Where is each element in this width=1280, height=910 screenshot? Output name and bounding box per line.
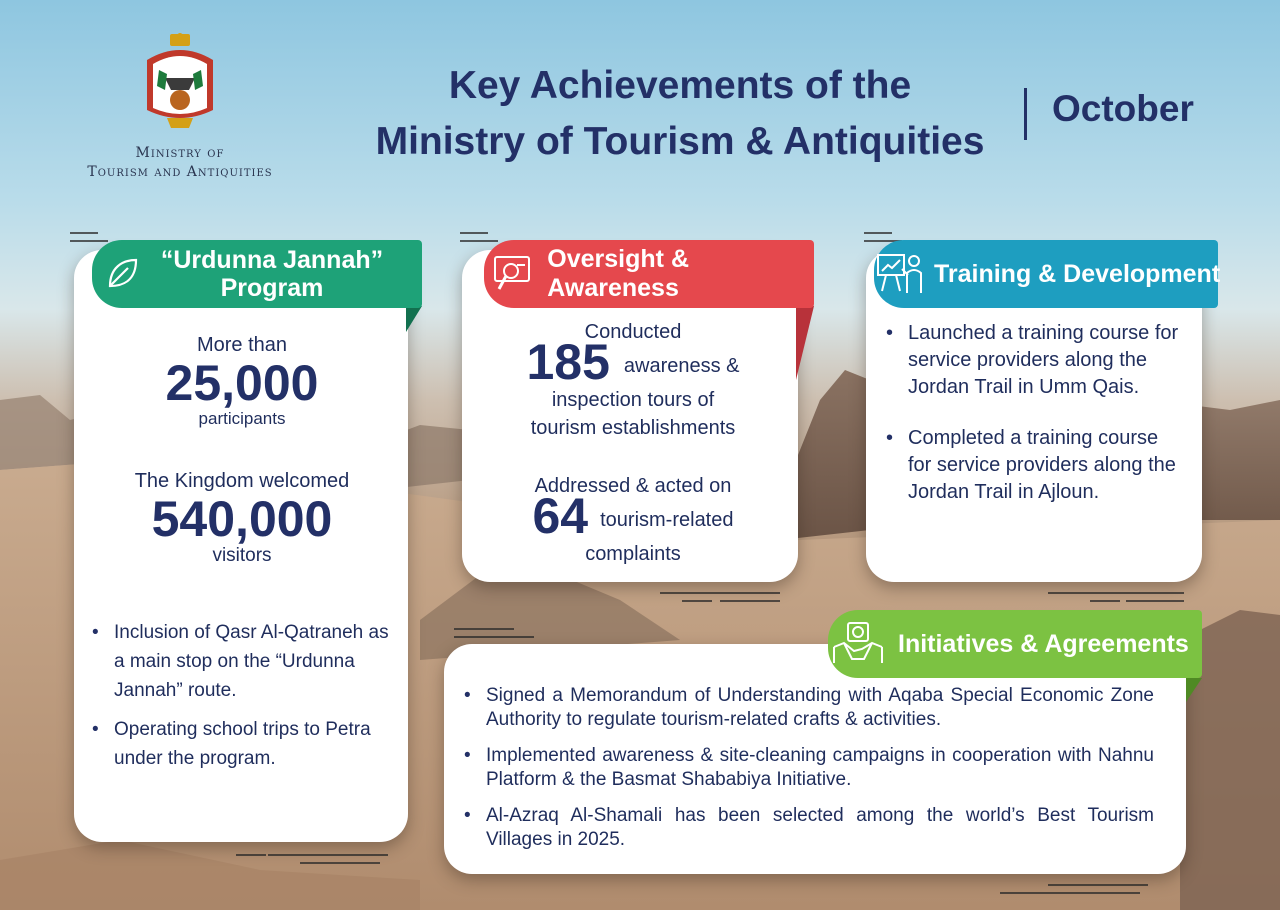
- title-divider: [1024, 88, 1027, 140]
- stat-visitors: [84, 470, 400, 567]
- list-item: • Al-Azraq Al-Shamali has been selected among the world’s Best Tourism Villages in 2025.: [462, 804, 1154, 852]
- stat-visitors-pre: The Kingdom welcomed: [134, 470, 350, 492]
- decor-line: [70, 232, 98, 234]
- title-line-1: Key Achievements of the: [448, 64, 912, 107]
- leaf-icon: [92, 246, 152, 302]
- initiatives-ribbon-fold: [1186, 678, 1202, 702]
- decor-line: [70, 240, 108, 242]
- list-item: • Inclusion of Qasr Al-Qatraneh as a main stop on the “Urdunna Jannah” route.: [90, 618, 390, 705]
- complaints-value: 64: [532, 488, 589, 544]
- oversight-ribbon: [484, 240, 814, 308]
- stat-participants: [84, 334, 400, 429]
- initiatives-title: Initiatives & Agreements: [898, 629, 1189, 658]
- list-item: • Implemented awareness & site-cleaning campaigns in cooperation with Nahnu Platform & the Basmat Shababiya Initiative.: [462, 744, 1154, 792]
- decor-line: [720, 600, 780, 602]
- title-line-2: Ministry of Tourism & Antiquities: [375, 120, 985, 163]
- decor-line: [460, 240, 498, 242]
- decor-line: [460, 232, 488, 234]
- page-title: [330, 58, 1030, 170]
- training-ribbon: [874, 240, 1221, 308]
- tours-pre: Conducted: [584, 321, 682, 343]
- oversight-stat-tours: [470, 318, 796, 442]
- tours-value: 185: [526, 334, 610, 390]
- jannah-title-line-2: Program: [220, 274, 324, 302]
- decor-line: [236, 854, 266, 856]
- decor-line: [1048, 592, 1184, 594]
- presenter-board-icon: [874, 246, 924, 302]
- ministry-logo: [60, 30, 300, 190]
- stat-visitors-value: 540,000: [151, 491, 333, 547]
- decor-line: [454, 628, 514, 630]
- stat-participants-post: participants: [198, 409, 286, 428]
- tours-line-3: tourism establishments: [530, 417, 736, 439]
- decor-line: [1000, 892, 1140, 894]
- initiatives-ribbon: [828, 610, 1202, 678]
- list-item: • Launched a training course for service providers along the Jordan Trail in Umm Qais.: [884, 320, 1184, 401]
- jannah-title-line-1: “Urdunna Jannah”: [160, 246, 384, 274]
- decor-line: [660, 592, 780, 594]
- tours-after: awareness &: [623, 355, 740, 377]
- stat-participants-pre: More than: [196, 334, 288, 356]
- initiatives-bullets: [462, 684, 1154, 852]
- jannah-title: [152, 246, 422, 302]
- decor-line: [1126, 600, 1184, 602]
- list-item: • Signed a Memorandum of Understanding with Aqaba Special Economic Zone Authority to regulate tourism-related crafts & activities.: [462, 684, 1154, 732]
- monitor-magnifier-icon: [484, 246, 541, 302]
- handshake-icon: [828, 616, 888, 672]
- jannah-bullets: [90, 618, 390, 773]
- decor-line: [864, 232, 892, 234]
- decor-line: [1090, 600, 1120, 602]
- decor-line: [300, 862, 380, 864]
- decor-line: [268, 854, 388, 856]
- jannah-ribbon: [92, 240, 422, 308]
- month-label: October: [1052, 88, 1194, 129]
- decor-line: [682, 600, 712, 602]
- oversight-ribbon-fold: [796, 306, 814, 380]
- complaints-line-2: complaints: [585, 543, 681, 565]
- crest-icon: [137, 30, 223, 134]
- oversight-stat-complaints: [470, 472, 796, 568]
- stat-participants-value: 25,000: [165, 355, 319, 411]
- oversight-title: Oversight & Awareness: [547, 245, 689, 302]
- logo-line-1: Ministry of: [135, 145, 225, 161]
- decor-line: [1048, 884, 1148, 886]
- tours-line-2: inspection tours of: [551, 389, 715, 411]
- complaints-pre: Addressed & acted on: [534, 475, 732, 497]
- training-bullets: [884, 320, 1184, 506]
- decor-line: [454, 636, 534, 638]
- complaints-after: tourism-related: [600, 509, 734, 531]
- list-item: • Operating school trips to Petra under the program.: [90, 715, 390, 773]
- list-item: • Completed a training course for service providers along the Jordan Trail in Ajloun.: [884, 425, 1184, 506]
- logo-line-2: Tourism and Antiquities: [87, 164, 273, 180]
- jannah-ribbon-fold: [406, 306, 422, 332]
- training-title: Training & Development: [934, 259, 1221, 288]
- stat-visitors-post: visitors: [212, 545, 272, 566]
